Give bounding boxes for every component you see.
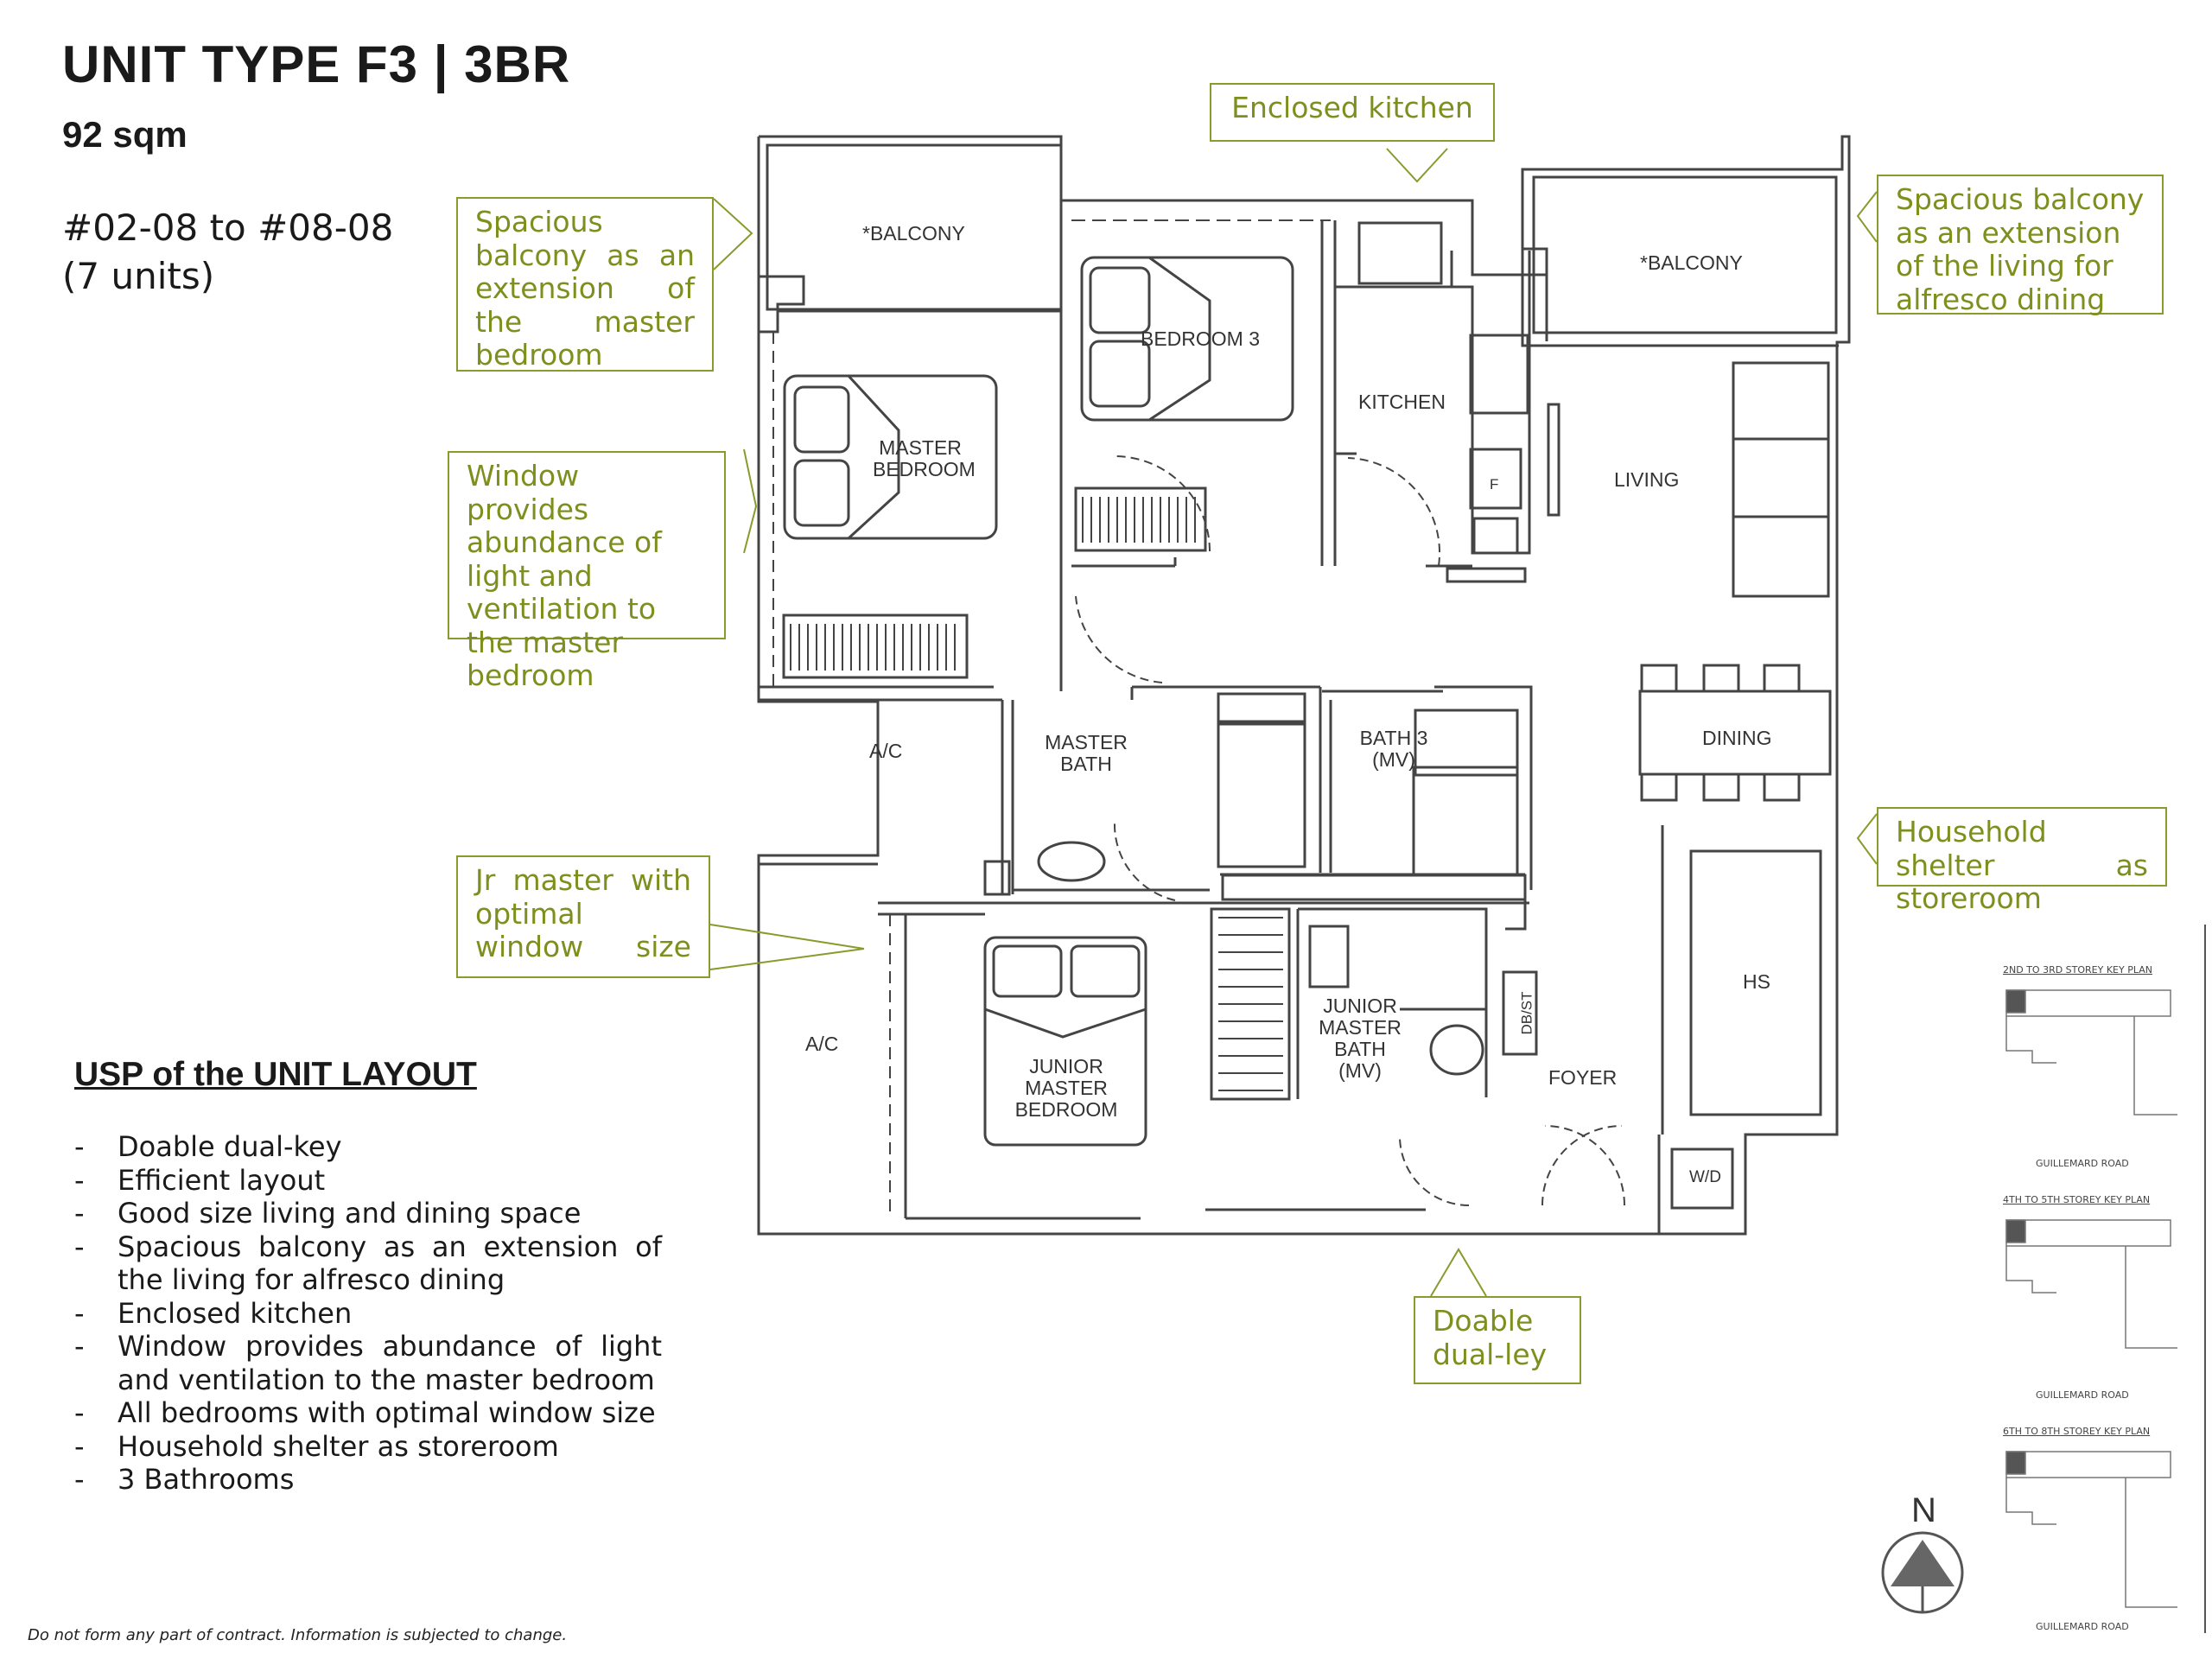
usp-item: - Window provides abundance of light and ventilation to the master bedroom bbox=[74, 1330, 662, 1396]
key-plan-title: 6TH TO 8TH STOREY KEY PLAN bbox=[2003, 1426, 2151, 1437]
room-kitchen: KITCHEN bbox=[1358, 391, 1446, 413]
usp-item: - Spacious balcony as an extension of the living for alfresco dining bbox=[74, 1230, 662, 1297]
usp-item: - Doable dual-key bbox=[74, 1130, 662, 1164]
unit-area: 92 sqm bbox=[62, 114, 188, 155]
usp-item: - Enclosed kitchen bbox=[74, 1297, 662, 1331]
room-balcony-right: *BALCONY bbox=[1640, 251, 1743, 274]
unit-count: (7 units) bbox=[62, 255, 215, 297]
key-plan-title: 4TH TO 5TH STOREY KEY PLAN bbox=[2003, 1194, 2151, 1205]
callout-household-shelter: Household shelter as storeroom bbox=[1877, 807, 2167, 887]
callout-jr-master: Jr master with optimal window size bbox=[456, 855, 710, 978]
room-bath3: BATH 3 (MV) bbox=[1359, 727, 1428, 771]
usp-item: - Household shelter as storeroom bbox=[74, 1430, 662, 1464]
callout-enclosed-kitchen: Enclosed kitchen bbox=[1210, 83, 1495, 142]
north-label: N bbox=[1911, 1491, 1936, 1529]
room-foyer: FOYER bbox=[1548, 1066, 1618, 1089]
usp-item: - Efficient layout bbox=[74, 1164, 662, 1198]
key-plan-title: 2ND TO 3RD STOREY KEY PLAN bbox=[2003, 964, 2152, 976]
room-ac-top: A/C bbox=[869, 740, 903, 762]
room-junior-master-bath: JUNIOR MASTER BATH (MV) bbox=[1319, 995, 1402, 1082]
usp-item: - 3 Bathrooms bbox=[74, 1463, 662, 1497]
room-ac-bottom: A/C bbox=[805, 1033, 839, 1055]
usp-heading: USP of the UNIT LAYOUT bbox=[74, 1056, 477, 1093]
disclaimer: Do not form any part of contract. Information is subjected to change. bbox=[28, 1626, 568, 1644]
key-plan-road: GUILLEMARD ROAD bbox=[2036, 1158, 2129, 1169]
usp-item: - All bedrooms with optimal window size bbox=[74, 1396, 662, 1430]
room-hs: HS bbox=[1743, 970, 1770, 993]
room-wd: W/D bbox=[1689, 1168, 1721, 1186]
key-plan-road: GUILLEMARD ROAD bbox=[2036, 1621, 2129, 1632]
room-balcony-left: *BALCONY bbox=[862, 222, 965, 245]
room-dining: DINING bbox=[1702, 727, 1772, 749]
north-arrow-icon bbox=[1883, 1533, 1962, 1612]
usp-item: - Good size living and dining space bbox=[74, 1197, 662, 1230]
callout-dual-key: Doable dual-ley bbox=[1414, 1296, 1581, 1384]
room-db-st: DB/ST bbox=[1518, 991, 1535, 1035]
room-master-bedroom: MASTER BEDROOM bbox=[873, 436, 976, 480]
unit-range: #02-08 to #08-08 bbox=[62, 207, 394, 249]
callout-balcony-living: Spacious balcony as an extension of the living for alfresco dining bbox=[1877, 175, 2164, 315]
key-plan-road: GUILLEMARD ROAD bbox=[2036, 1389, 2129, 1401]
callout-window-master: Window provides abundance of light and ventilation to the master bedroom bbox=[448, 451, 726, 639]
room-master-bath: MASTER BATH bbox=[1045, 731, 1128, 775]
page-title: UNIT TYPE F3 | 3BR bbox=[62, 35, 571, 93]
callout-balcony-master: Spacious balcony as an extension of the master bedroom bbox=[456, 197, 714, 372]
outer-wall bbox=[759, 137, 1849, 1234]
room-bedroom3: BEDROOM 3 bbox=[1141, 327, 1261, 350]
room-living: LIVING bbox=[1614, 468, 1680, 491]
room-junior-master-bedroom: JUNIOR MASTER BEDROOM bbox=[1014, 1055, 1118, 1121]
fridge-label: F bbox=[1490, 476, 1499, 493]
